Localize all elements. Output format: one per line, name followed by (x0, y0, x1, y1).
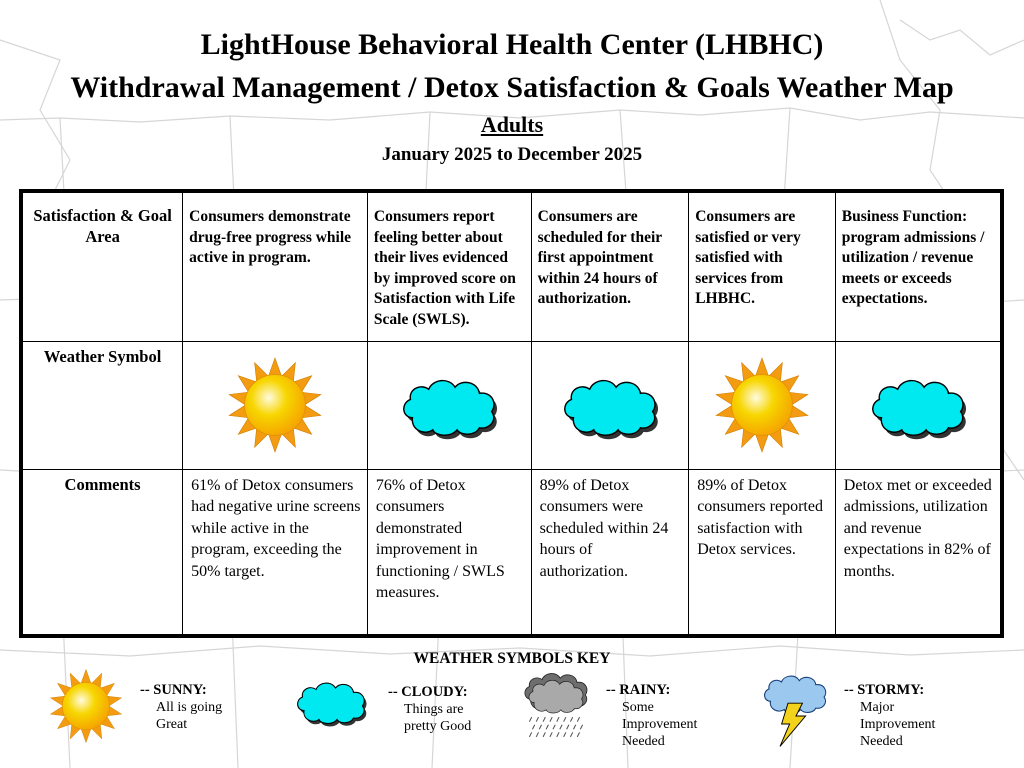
cloud-icon (290, 676, 372, 727)
key-cloudy-desc-1: Things are (404, 702, 464, 717)
page-title-line-2: Withdrawal Management / Detox Satisfaction & Goals Weather Map (70, 71, 954, 104)
key-cloudy (290, 676, 372, 732)
comment-cell: 61% of Detox consumers had negative urine screens while active in the program, exceeding the 50% target. (183, 469, 368, 636)
goal-area-row (21, 191, 1002, 341)
symbol-cell (183, 341, 368, 469)
comment-cell: 89% of Detox consumers were scheduled within 24 hours of authorization. (531, 469, 689, 636)
symbol-cell (835, 341, 1002, 469)
goal-cell: Consumers are scheduled for their first appointment within 24 hours of authorization. (531, 191, 689, 341)
symbol-cell (689, 341, 836, 469)
sun-icon (226, 356, 324, 454)
key-stormy-desc-3: Needed (860, 734, 903, 749)
cloud-icon (393, 371, 505, 440)
key-sunny-text (140, 682, 222, 733)
comment-cell: Detox met or exceeded admissions, utilization and revenue expectations in 82% of months. (835, 469, 1002, 636)
key-rainy-label: -- RAINY: (606, 682, 671, 698)
symbol-cell (531, 341, 689, 469)
population-subtitle: Adults (480, 112, 544, 137)
goal-cell: Business Function: program admissions / utilization / revenue meets or exceeds expectations. (835, 191, 1002, 341)
page-title-line-1: LightHouse Behavioral Health Center (LHBHC) (200, 28, 824, 61)
storm-cloud-icon (756, 668, 836, 748)
row-label-comments: Comments (21, 469, 183, 636)
key-rainy-desc-3: Needed (622, 734, 665, 749)
comment-cell: 89% of Detox consumers reported satisfaction with Detox services. (689, 469, 836, 636)
sun-icon (713, 356, 811, 454)
key-sunny-desc-1: All is going (156, 700, 223, 715)
key-rainy (518, 670, 594, 751)
key-cloudy-desc-2: pretty Good (404, 719, 472, 734)
key-cloudy-text (388, 684, 471, 735)
key-sunny (48, 668, 124, 749)
key-rainy-desc-1: Some (622, 700, 654, 715)
reporting-period: January 2025 to December 2025 (381, 144, 643, 165)
goal-cell: Consumers report feeling better about their lives evidenced by improved score on Satisfaction with Life Scale (SWLS). (367, 191, 531, 341)
comments-row (21, 469, 1002, 636)
key-stormy (756, 668, 836, 753)
goal-cell: Consumers are satisfied or very satisfied with services from LHBHC. (689, 191, 836, 341)
weather-key-title: WEATHER SYMBOLS KEY (413, 650, 611, 667)
cloud-icon (862, 371, 974, 440)
key-sunny-label: -- SUNNY: (140, 682, 207, 698)
weather-map-table (19, 189, 1004, 638)
sun-icon (48, 668, 124, 744)
key-stormy-text (844, 682, 935, 750)
goal-cell: Consumers demonstrate drug-free progress while active in program. (183, 191, 368, 341)
weather-symbol-row (21, 341, 1002, 469)
key-cloudy-label: -- CLOUDY: (388, 684, 468, 700)
comment-cell: 76% of Detox consumers demonstrated improvement in functioning / SWLS measures. (367, 469, 531, 636)
row-label-weather-symbol: Weather Symbol (21, 341, 183, 469)
key-stormy-label: -- STORMY: (844, 682, 925, 698)
key-stormy-desc-2: Improvement (860, 717, 936, 732)
key-rainy-desc-2: Improvement (622, 717, 698, 732)
symbol-cell (367, 341, 531, 469)
key-stormy-desc-1: Major (860, 700, 895, 715)
row-label-goal-area: Satisfaction & Goal Area (21, 191, 183, 341)
rain-cloud-icon (518, 670, 594, 746)
key-sunny-desc-2: Great (156, 717, 188, 732)
key-rainy-text (606, 682, 697, 750)
cloud-icon (554, 371, 666, 440)
